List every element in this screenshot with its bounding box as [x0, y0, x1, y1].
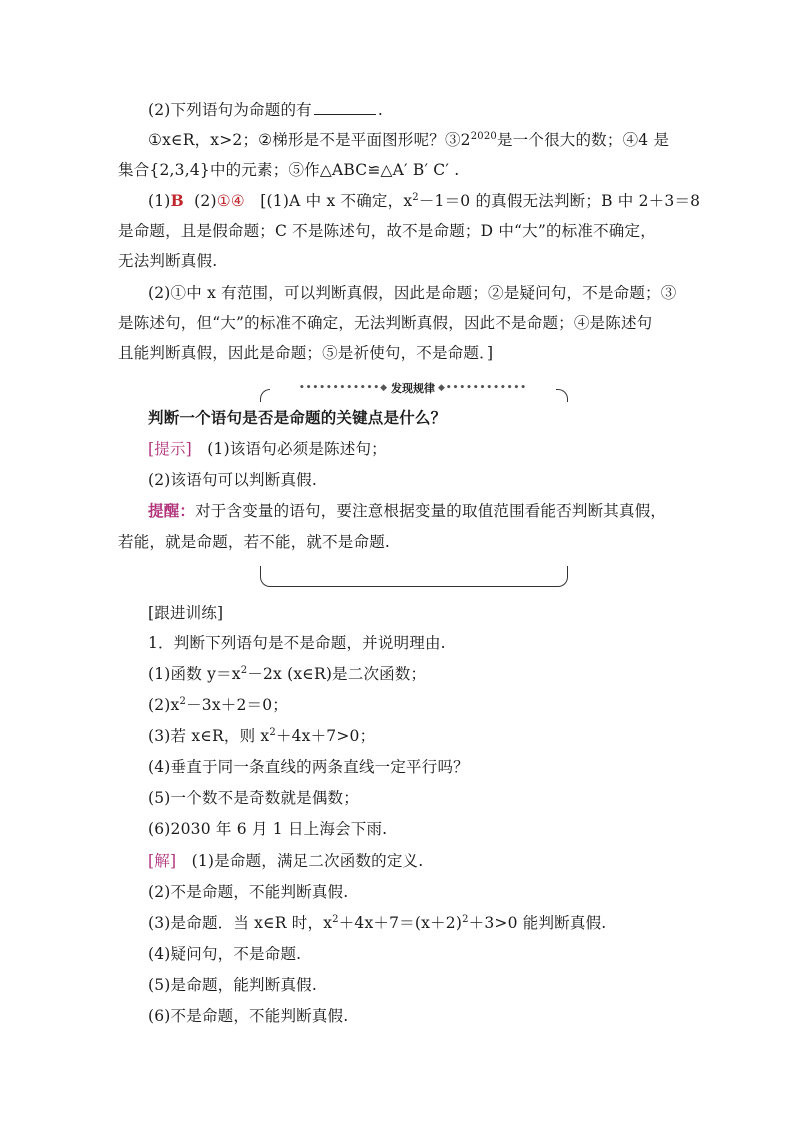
- options-text-1-tail: 是一个很大的数；④4 是: [496, 131, 670, 149]
- exponent: 2: [332, 914, 339, 925]
- answer-part-1-value: B: [170, 191, 184, 210]
- exponent: 2: [462, 914, 469, 925]
- item-1-tail: －2x (x∈R)是二次函数；: [247, 665, 427, 683]
- explanation-text-5: 是陈述句，但“大”的标准不确定，无法判断真假，因此不是命题；④是陈述句: [118, 314, 653, 332]
- rule-box-banner: [270, 380, 556, 396]
- remind-label: 提醒：: [148, 501, 196, 520]
- explanation-text-6: 且能判断真假，因此是命题；⑤是祈使句，不是命题．]: [118, 344, 494, 362]
- exponent: 2: [240, 665, 248, 676]
- explanation-text-4: (2)①中 x 有范围，可以判断真假，因此是命题；②是疑问句，不是命题；③: [148, 284, 677, 302]
- solution-1: [148, 846, 708, 876]
- question-2-options-line-1: [148, 125, 708, 155]
- question-2-end: .: [377, 101, 383, 119]
- item-2-tail: －3x＋2＝0；: [186, 696, 288, 714]
- solution-text-6: (6)不是命题，不能判断真假.: [148, 1007, 349, 1025]
- item-3-tail: ＋4x＋7>0；: [275, 727, 376, 745]
- practice-item-5: (5)一个数不是奇数就是偶数；: [148, 789, 359, 807]
- banner-dots-left: ••••••••••••◆: [299, 383, 388, 393]
- practice-question: 1．判断下列语句是不是命题，并说明理由.: [148, 634, 446, 652]
- exponent: 2: [412, 192, 419, 203]
- exponent: 2: [269, 727, 276, 738]
- practice-heading: [跟进训练]: [148, 604, 224, 622]
- item-1-text: (1)函数 y＝x: [148, 665, 241, 683]
- hint-text-2: (2)该语句可以判断真假.: [148, 471, 317, 489]
- practice-item-4: (4)垂直于同一条直线的两条直线一定平行吗？: [148, 758, 469, 776]
- explanation-text-3: 无法判断真假.: [118, 252, 218, 270]
- solution-text-3-mid: ＋4x＋7＝(x＋2): [338, 914, 463, 932]
- answer-part-1-label: (1): [148, 192, 171, 210]
- rule-box-remind-1: [148, 496, 708, 526]
- hint-label: [提示]: [148, 440, 192, 458]
- rule-box-bottom-border: [260, 566, 568, 587]
- explanation-text-2: 是命题，且是假命题；C 不是陈述句，故不是命题；D 中“大”的标准不确定，: [118, 222, 656, 240]
- solution-text-2: (2)不是命题，不能判断真假.: [148, 883, 349, 901]
- item-2-text: (2)x: [148, 696, 180, 714]
- banner-dots-right: ◆••••••••••••: [438, 383, 527, 393]
- rule-box-hint-1: [148, 434, 708, 464]
- answer-part-2-value: ①④: [216, 192, 245, 210]
- solution-text-3: (3)是命题．当 x∈R 时，x: [148, 914, 333, 932]
- solution-3: [148, 908, 708, 938]
- question-2-prompt: [148, 95, 708, 125]
- item-3-text: (3)若 x∈R，则 x: [148, 727, 270, 745]
- practice-item-3: [148, 721, 708, 751]
- question-2-options-line-2: [118, 155, 678, 185]
- rule-box-question: 判断一个语句是否是命题的关键点是什么？: [148, 408, 447, 427]
- hint-text-1: (1)该语句必须是陈述句；: [207, 440, 387, 458]
- options-text-1: ①x∈R，x>2；②梯形是不是平面图形呢？③2: [148, 131, 471, 149]
- explanation-text-1: [(1)A 中 x 不确定，x: [260, 192, 413, 210]
- practice-item-1: [148, 659, 708, 689]
- answer-blank[interactable]: [314, 98, 376, 115]
- practice-item-2: [148, 690, 708, 720]
- remind-text-1: 对于含变量的语句，要注意根据变量的取值范围看能否判断其真假，: [195, 502, 667, 520]
- exponent: 2: [179, 696, 187, 707]
- question-2-text: (2)下列语句为命题的有: [148, 101, 312, 119]
- remind-text-2: 若能，就是命题，若不能，就不是命题.: [118, 533, 391, 551]
- practice-item-6: (6)2030 年 6 月 1 日上海会下雨.: [148, 820, 388, 838]
- answer-line-1: [148, 186, 708, 216]
- solution-label: [解]: [148, 852, 177, 870]
- solution-text-5: (5)是命题，能判断真假.: [148, 976, 317, 994]
- solution-text-1: (1)是命题，满足二次函数的定义.: [191, 852, 424, 870]
- rule-box-title: 发现规律: [391, 382, 435, 395]
- solution-text-4: (4)疑问句，不是命题.: [148, 945, 302, 963]
- exponent: 2020: [470, 131, 497, 142]
- options-text-2: 集合{2,3,4}中的元素；⑤作△ABC≌△A′ B′ C′ .: [118, 161, 460, 179]
- solution-text-3-tail: ＋3>0 能判断真假.: [468, 914, 607, 932]
- explanation-text-1-tail: －1＝0 的真假无法判断；B 中 2＋3＝8: [418, 192, 701, 210]
- answer-part-2-label: (2): [194, 192, 217, 210]
